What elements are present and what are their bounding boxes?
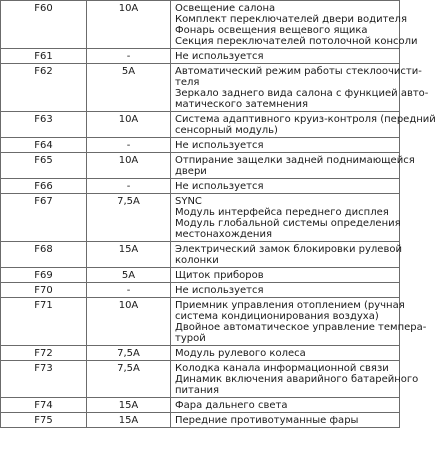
fuse-description-cell [171,112,436,138]
description-line: Не используется [175,181,264,192]
fuse-row [1,1,400,49]
description-line: Не используется [175,51,264,62]
description-line: Автоматический режим работы стеклоочисти- [175,66,422,77]
description-line: Секция переключателей потолочной консоли [175,36,418,47]
fuse-number-cell: F66 [1,179,87,194]
fuse-row [1,64,400,112]
fuse-row [1,179,400,194]
fuse-rating-cell: 7,5A [87,346,171,361]
fuse-description-cell [171,346,400,361]
fuse-row [1,398,400,413]
description-line: Модуль интерфейса переднего дисплея [175,207,389,218]
fuse-number-cell: F67 [1,194,87,242]
fuse-number-cell: F60 [1,1,87,49]
fuse-rating-cell: 15A [87,242,171,268]
description-line: Приемник управления отоплением (ручная [175,300,405,311]
description-line: матического затемнения [175,99,308,110]
description-line: Не используется [175,140,264,151]
fuse-number-cell: F71 [1,298,87,346]
description-line: Щиток приборов [175,270,264,281]
fuse-row [1,413,400,428]
fuse-row [1,268,400,283]
description-line: Отпирание защелки задней поднимающейся [175,155,415,166]
description-line: теля [175,77,200,88]
fuse-rating-cell: 10A [87,298,171,346]
fuse-row [1,361,400,398]
fuse-number-cell: F70 [1,283,87,298]
fuse-rating-cell: - [87,283,171,298]
fuse-number-cell: F74 [1,398,87,413]
description-line: Модуль глобальной системы определения [175,218,401,229]
description-line: Зеркало заднего вида салона с функцией авто- [175,88,429,99]
fuse-row [1,194,400,242]
fuse-description-cell [171,138,400,153]
description-line: Двойное автоматическое управление темпера- [175,322,427,333]
description-line: Колодка канала информационной связи [175,363,389,374]
description-line: Не используется [175,285,264,296]
fuse-row [1,138,400,153]
fuse-number-cell: F61 [1,49,87,64]
fuse-description-cell [171,179,400,194]
fuse-number-cell: F62 [1,64,87,112]
fuse-number-cell: F72 [1,346,87,361]
fuse-table-body [1,1,436,428]
fuse-rating-cell: - [87,138,171,153]
description-line: система кондиционирования воздуха) [175,311,379,322]
description-line: Электрический замок блокировки рулевой [175,244,402,255]
fuse-row [1,283,400,298]
fuse-description-cell [171,283,400,298]
fuse-description-cell [171,49,400,64]
description-line: питания [175,385,220,396]
fuse-description-cell [171,298,427,346]
fuse-description-cell [171,413,400,428]
fuse-description-cell [171,242,400,268]
fuse-rating-cell: 7,5A [87,361,171,398]
description-line: турой [175,333,206,344]
fuse-row [1,112,400,138]
description-line: сенсорный модуль) [175,125,278,136]
fuse-rating-cell: 7,5A [87,194,171,242]
fuse-number-cell: F68 [1,242,87,268]
fuse-number-cell: F75 [1,413,87,428]
fuse-row [1,346,400,361]
description-line: Система адаптивного круиз-контроля (передний [175,114,436,125]
description-line: Динамик включения аварийного батарейного [175,374,419,385]
fuse-rating-cell: 5A [87,64,171,112]
description-line: Фара дальнего света [175,400,288,411]
fuse-rating-cell: 15A [87,398,171,413]
fuse-description-cell [171,1,418,49]
fuse-rating-cell: - [87,179,171,194]
fuse-description-cell [171,361,419,398]
description-line: Модуль рулевого колеса [175,348,306,359]
fuse-rating-cell: 15A [87,413,171,428]
fuse-description-cell [171,398,400,413]
fuse-row [1,298,400,346]
fuse-number-cell: F64 [1,138,87,153]
description-line: местонахождения [175,229,272,240]
fuse-row [1,242,400,268]
description-line: SYNC [175,196,202,207]
description-line: Комплект переключателей двери водителя [175,14,407,25]
fuse-description-cell [171,194,400,242]
fuse-number-cell: F73 [1,361,87,398]
fuse-number-cell: F69 [1,268,87,283]
description-line: колонки [175,255,219,266]
description-line: двери [175,166,207,177]
description-line: Фонарь освещения вещевого ящика [175,25,368,36]
fuse-row [1,49,400,64]
fuse-description-cell [171,268,400,283]
fuse-rating-cell: 10A [87,112,171,138]
fuse-rating-cell: - [87,49,171,64]
fuse-rating-cell: 5A [87,268,171,283]
description-line: Передние противотуманные фары [175,415,359,426]
fuse-description-cell [171,64,429,112]
fuse-number-cell: F63 [1,112,87,138]
description-line: Освещение салона [175,3,276,14]
fuse-rating-cell: 10A [87,153,171,179]
fuse-row [1,153,400,179]
fuse-description-cell [171,153,415,179]
fuse-rating-cell: 10A [87,1,171,49]
fuse-number-cell: F65 [1,153,87,179]
